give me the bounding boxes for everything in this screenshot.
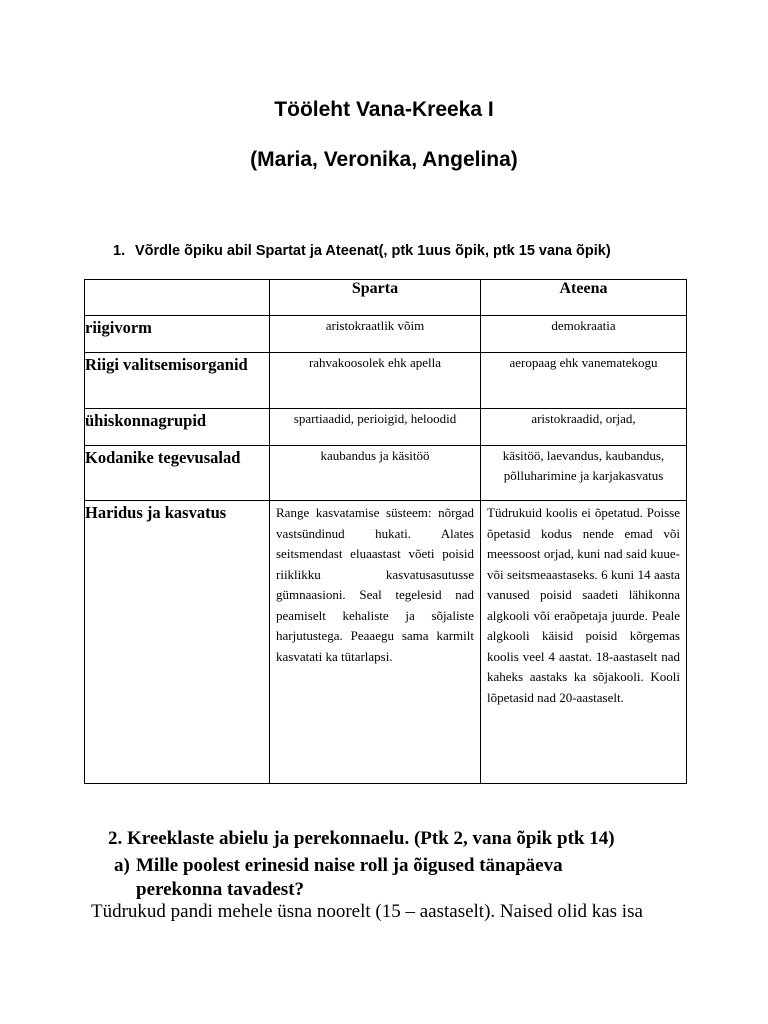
header-empty-cell: [85, 280, 270, 316]
header-sparta: Sparta: [270, 280, 481, 316]
row-label: Haridus ja kasvatus: [85, 501, 270, 784]
ateena-cell: demokraatia: [481, 316, 687, 353]
table-row: [85, 353, 687, 409]
table-row: [85, 446, 687, 501]
section-2a-label: a): [114, 855, 130, 876]
section-2a-line2: perekonna tavadest?: [136, 879, 305, 900]
question-1-text: Võrdle õpiku abil Spartat ja Ateenat(, ptk 1uus õpik, ptk 15 vana õpik): [135, 243, 611, 259]
table-header-row: [85, 280, 687, 316]
section-2a-question: [114, 854, 674, 902]
sparta-cell: kaubandus ja käsitöö: [270, 446, 481, 501]
header-ateena: Ateena: [481, 280, 687, 316]
row-label: riigivorm: [85, 316, 270, 353]
sparta-cell: rahvakoosolek ehk apella: [270, 353, 481, 409]
ateena-cell: käsitöö, laevandus, kaubandus, põlluharimine ja karjakasvatus: [481, 446, 687, 501]
section-2a-line1: Mille poolest erinesid naise roll ja õigused tänapäeva: [136, 855, 563, 876]
sparta-cell: spartiaadid, perioigid, heloodid: [270, 409, 481, 446]
comparison-table: [84, 279, 687, 784]
table-row: [85, 409, 687, 446]
question-1: [113, 243, 611, 259]
row-label: Kodanike tegevusalad: [85, 446, 270, 501]
worksheet-title: Tööleht Vana-Kreeka I: [274, 98, 494, 121]
sparta-cell: Range kasvatamise süsteem: nõrgad vastsündinud hukati. Alates seitsmendast eluaastast võeti poisid riiklikku kasvatusasutusse gümnaasioni. Seal tegelesid nad peamiselt kehaliste ja sõjaliste harjutustega. Peaaegu sama karmilt kasvatati ka tütarlapsi.: [270, 501, 481, 784]
table-row: [85, 316, 687, 353]
sparta-cell: aristokraatlik võim: [270, 316, 481, 353]
question-1-number: 1.: [113, 243, 126, 259]
section-2-heading: 2. Kreeklaste abielu ja perekonnaelu. (Ptk 2, vana õpik ptk 14): [108, 828, 615, 849]
ateena-cell: aeropaag ehk vanematekogu: [481, 353, 687, 409]
answer-paragraph: Tüdrukud pandi mehele üsna noorelt (15 – aastaselt). Naised olid kas isa: [91, 901, 643, 922]
row-label: ühiskonnagrupid: [85, 409, 270, 446]
worksheet-authors: (Maria, Veronika, Angelina): [250, 148, 518, 171]
ateena-cell: aristokraadid, orjad,: [481, 409, 687, 446]
ateena-cell: Tüdrukuid koolis ei õpetatud. Poisse õpetasid kodus nende emad või meessoost orjad, kuni nad said kuue- või seitsmeaastaseks. 6 kuni 14 aasta vanused poisid saadeti lähikonna algkooli või eraõpetaja juurde. Peale algkooli käisid poisid kõrgemas koolis veel 4 aastat. 18-aastaselt nad kaheks aastaks ka sõjakooli. Kooli lõpetasid nad 20-aastaselt.: [481, 501, 687, 784]
table-row: [85, 501, 687, 784]
row-label: Riigi valitsemisorganid: [85, 353, 270, 409]
